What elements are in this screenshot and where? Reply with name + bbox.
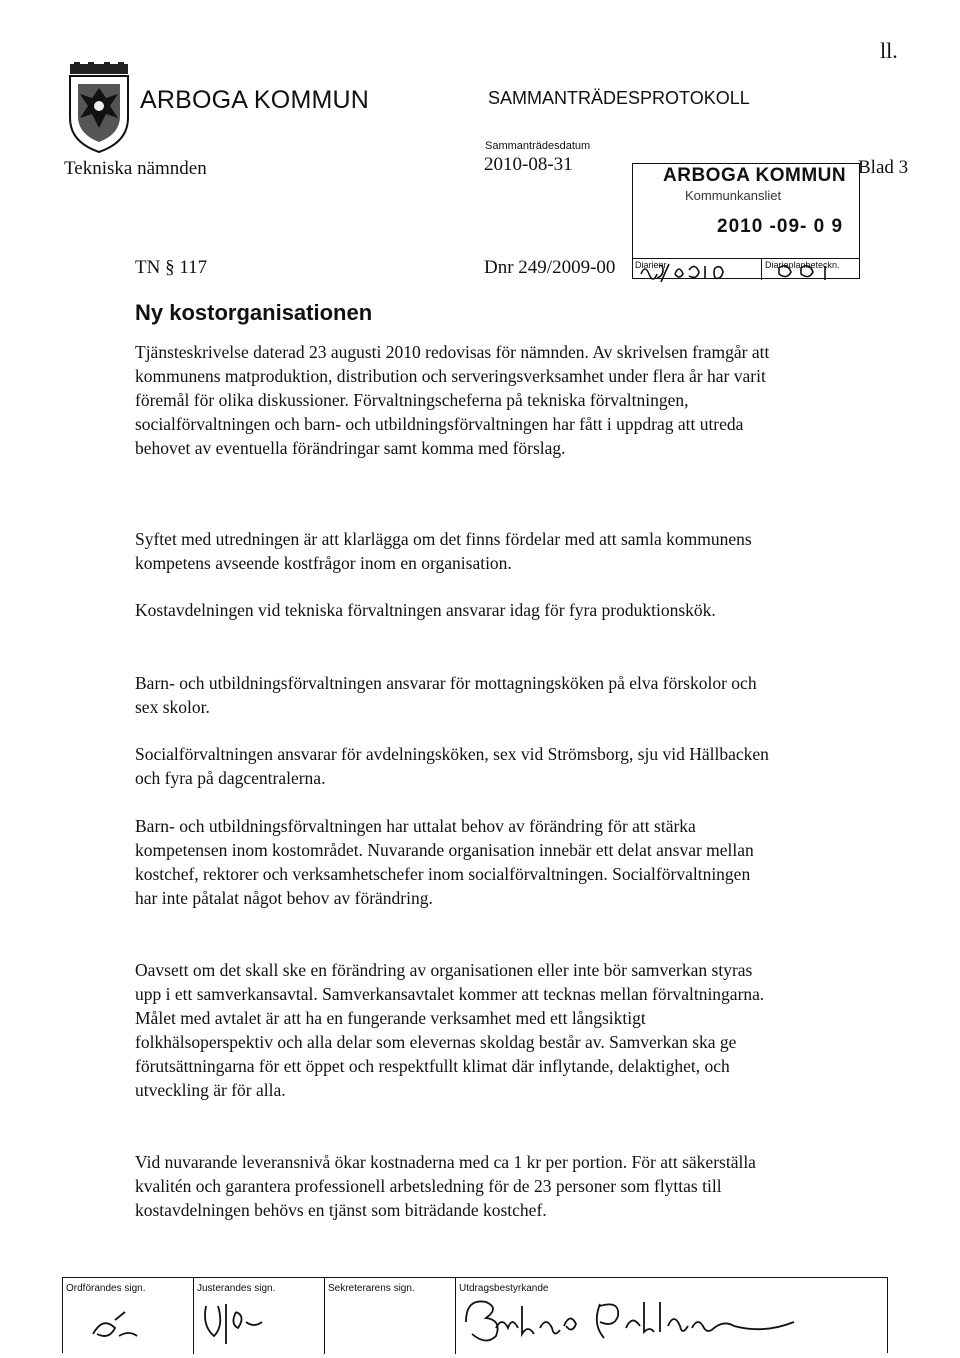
coat-of-arms-logo — [62, 62, 136, 154]
municipality-name: ARBOGA KOMMUN — [140, 86, 370, 114]
section-number: TN § 117 — [135, 257, 208, 278]
stamp-subtitle: Kommunkansliet — [685, 188, 782, 203]
paragraph: Barn- och utbildningsförvaltningen har uttalat behov av förändring för att stärka kompetensen inom kostområdet. Nuvarande organisation innebär ett delat ansvar mellan kostchef, rektorer och verksamhetschefer inom socialförvaltningen. Socialförvaltningen har inte påtalat något behov av förändring. — [135, 816, 754, 908]
extract-signature-cell — [456, 1278, 886, 1354]
chair-signature-cell — [63, 1278, 193, 1354]
handwriting-icon — [765, 260, 859, 282]
received-stamp — [632, 163, 860, 279]
stamp-dnr-label: Diarienr. — [635, 260, 669, 270]
paragraph: Oavsett om det skall ske en förändring av organisationen eller inte bör samverkan styras upp i ett samverkansavtal. Samverkansavtalet kommer att tecknas mellan förvaltningarna. Målet med avtalet är att ha en fungerande verksamhet med ett långsiktigt folkhälsoperspektiv och alla delar som elevernas skoldag består av. Samverkan ska ge förutsättningarna för ett öppet och respektfullt klimat där inflytande, delaktighet, och utveckling är för alla. — [135, 960, 765, 1100]
adjuster-signature-cell — [194, 1278, 324, 1354]
secretary-signature-cell — [325, 1278, 455, 1354]
signature-icon — [87, 1306, 167, 1346]
stamp-divider — [633, 258, 859, 259]
chair-signature-label: Ordförandes sign. — [66, 1283, 146, 1294]
meeting-date: 2010-08-31 — [484, 154, 573, 175]
stamp-dnr-value — [635, 260, 759, 287]
signature-icon — [460, 1292, 880, 1352]
committee-name: Tekniska nämnden — [64, 158, 207, 179]
page-mark: ll. — [880, 38, 898, 63]
secretary-signature-label: Sekreterarens sign. — [328, 1283, 415, 1294]
adjuster-signature-label: Justerandes sign. — [197, 1283, 276, 1294]
stamp-received-date: 2010 -09- 0 9 — [717, 216, 844, 237]
handwriting-icon — [635, 260, 759, 282]
paragraph: Vid nuvarande leveransnivå ökar kostnaderna med ca 1 kr per portion. För att säkerställa kvalitén och garantera professionell arbetsledning för de 23 personer som flyttas till kostavdelningen behövs en tjänst som biträdande kostchef. — [135, 1152, 756, 1220]
paragraph: Tjänsteskrivelse daterad 23 augusti 2010 redovisas för nämnden. Av skrivelsen framgår att kommunens matproduktion, distribution och serveringsverksamhet under flera år har varit föremål för olika diskussioner. Förvaltningscheferna på tekniska förvaltningen, socialförvaltningen och barn- och utbildningsförvaltningen har fått i uppdrag att utreda behovet av eventuella förändringar samt komma med förslag. — [135, 342, 770, 458]
signature-table — [62, 1277, 888, 1353]
page-number: Blad 3 — [858, 157, 909, 178]
stamp-title: ARBOGA KOMMUN — [663, 165, 847, 186]
section-title: Ny kostorganisationen — [135, 300, 373, 325]
signature-icon — [196, 1298, 286, 1352]
extract-signature-label: Utdragsbestyrkande — [459, 1283, 549, 1294]
coat-of-arms-icon — [62, 62, 136, 154]
diary-number: Dnr 249/2009-00 — [484, 257, 616, 278]
paragraph: Socialförvaltningen ansvarar för avdelningsköken, sex vid Strömsborg, sju vid Hällbacken och fyra på dagcentralerna. — [135, 744, 769, 788]
document-type: SAMMANTRÄDESPROTOKOLL — [488, 88, 750, 108]
paragraph: Kostavdelningen vid tekniska förvaltningen ansvarar idag för fyra produktionskök. — [135, 600, 716, 620]
stamp-divider — [761, 258, 762, 280]
stamp-plan-label: Diarieplanbeteckn. — [765, 260, 840, 270]
paragraph: Syftet med utredningen är att klarlägga om det finns fördelar med att samla kommunens kompetens avseende kostfrågor inom en organisation. — [135, 529, 752, 573]
stamp-plan-value — [765, 260, 859, 287]
paragraph: Barn- och utbildningsförvaltningen ansvarar för mottagningsköken på elva förskolor och sex skolor. — [135, 673, 757, 717]
meeting-date-label: Sammanträdesdatum — [485, 140, 591, 152]
